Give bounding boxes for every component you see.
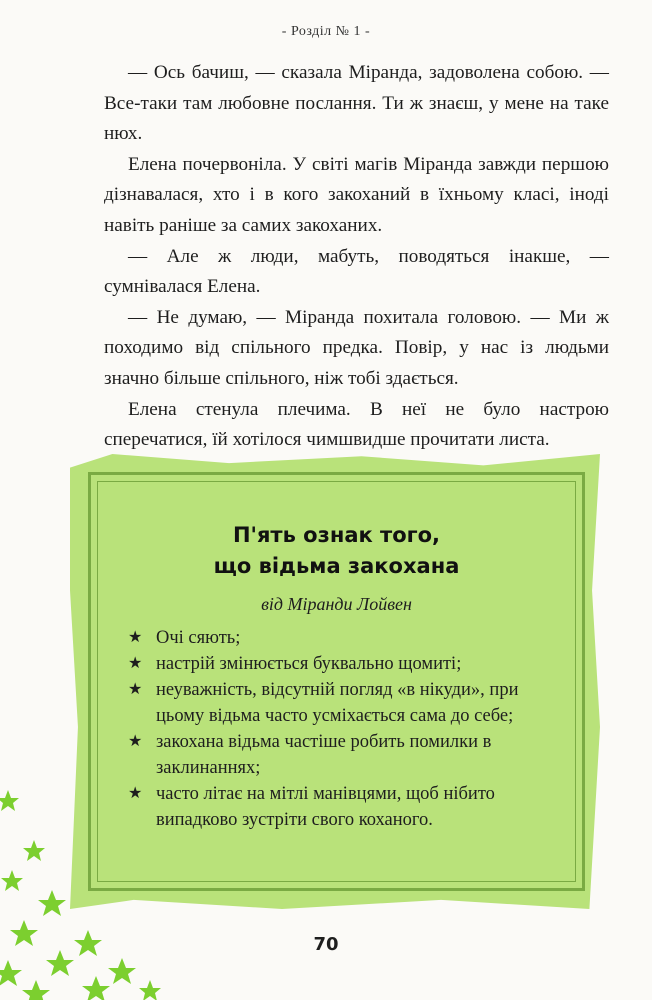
star-bullet-icon: ★	[128, 785, 143, 802]
list-item-text: неуважність, відсутній погляд «в нікуди», при цьому відьма часто усміхається сама до себе;	[156, 680, 519, 726]
paragraph: Елена почервоніла. У світі магів Міранда завжди першою дізнавалася, хто і в кого закоханий в їхньому класі, іноді навіть раніше за самих закоханих.	[104, 153, 609, 236]
box-author: від Міранди Лойвен	[261, 594, 412, 614]
star-decoration-icon	[0, 780, 170, 1000]
star-bullet-icon: ★	[128, 655, 143, 672]
list-item-text: закохана відьма частіше робить помилки в заклинаннях;	[156, 732, 492, 778]
page-number: 70	[313, 934, 339, 955]
box-title-line: П'ять ознак того,	[232, 523, 441, 547]
paragraph: Елена стенула плечима. В неї не було настрою сперечатися, їй хотілося чимшвидше прочитати листа.	[104, 398, 609, 451]
paragraph: — Ось бачиш, — сказала Міранда, задоволена собою. — Все-таки там любовне послання. Ти ж знаєш, у мене на таке нюх.	[104, 62, 609, 145]
running-header: - Розділ № 1 -	[281, 24, 371, 39]
list-item	[126, 677, 562, 729]
box-list	[126, 625, 562, 833]
list-item	[126, 625, 562, 651]
star-bullet-icon: ★	[128, 629, 143, 646]
list-item	[126, 729, 562, 781]
list-item-text: часто літає на мітлі манівцями, щоб нібито випадково зустріти свого коханого.	[156, 784, 495, 830]
star-bullet-icon: ★	[128, 681, 143, 698]
body-text	[104, 58, 609, 456]
list-item-text: Очі сяють;	[156, 628, 241, 648]
list-item	[126, 651, 562, 677]
star-bullet-icon: ★	[128, 733, 143, 750]
paragraph: — Не думаю, — Міранда похитала головою. — Ми ж походимо від спільного предка. Повір, у нас із людьми значно більше спільного, ніж тобі здається.	[104, 306, 609, 389]
list-item-text: настрій змінюється буквально щомиті;	[156, 654, 462, 674]
paragraph: — Але ж люди, мабуть, поводяться інакше, — сумнівалася Елена.	[104, 245, 609, 298]
box-title	[88, 520, 585, 582]
box-title-line: що відьма закохана	[213, 554, 460, 578]
list-item	[126, 781, 562, 833]
